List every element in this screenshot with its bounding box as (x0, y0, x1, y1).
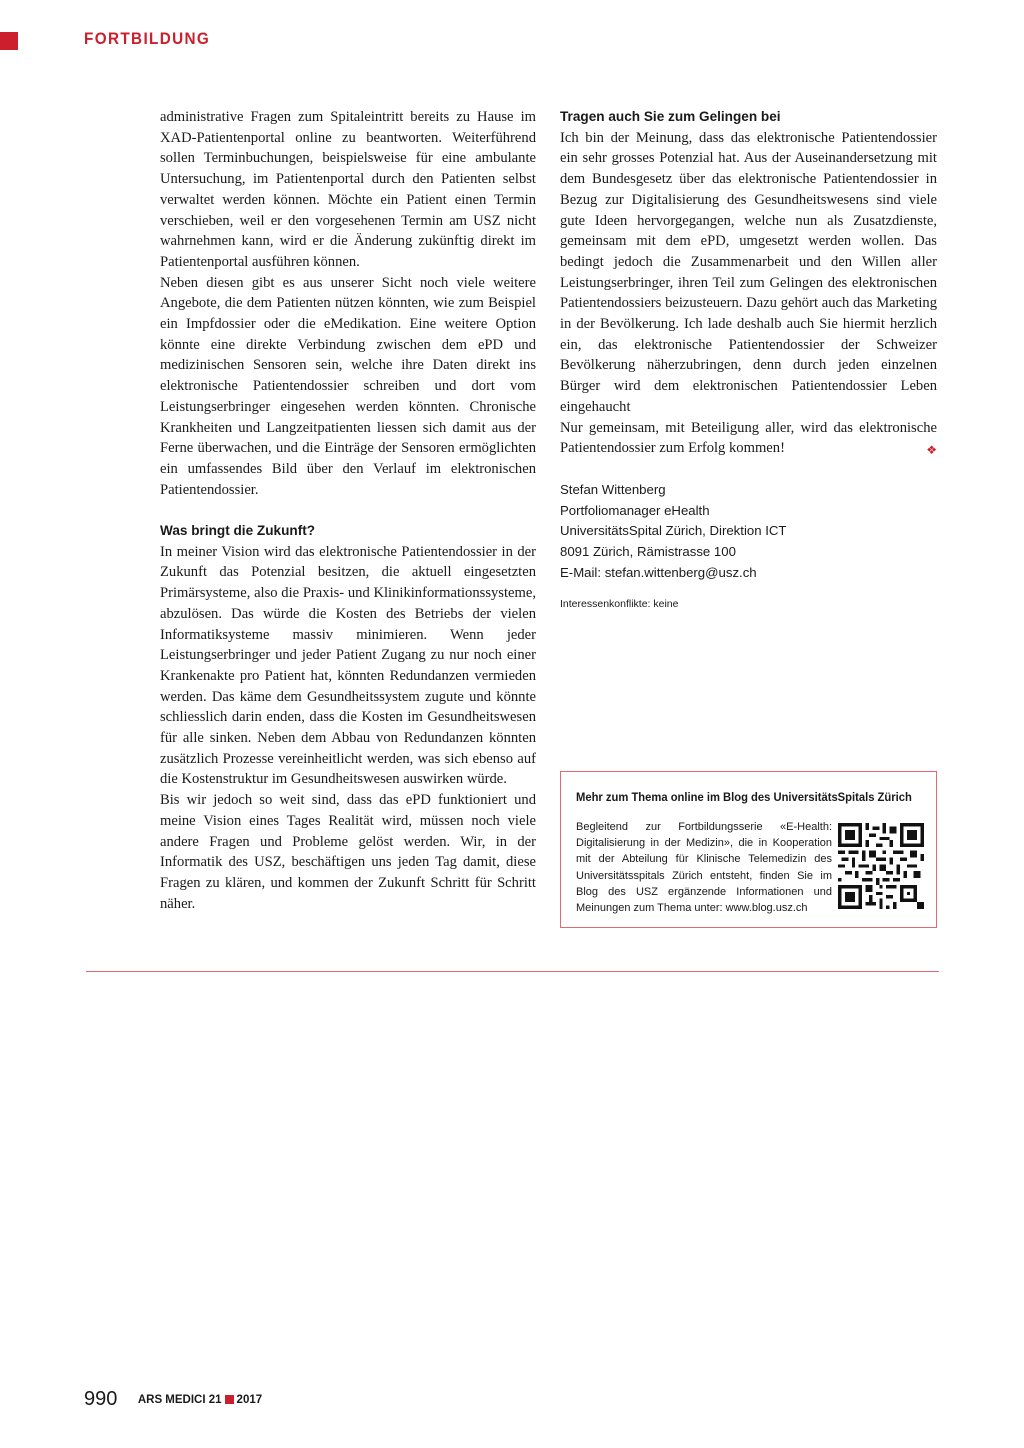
conflict-of-interest: Interessenkonflikte: keine (560, 598, 679, 611)
bottom-divider (86, 971, 939, 972)
page-number: 990 (84, 1388, 118, 1410)
end-of-article-icon: ❖ (926, 443, 937, 458)
paragraph: administrative Fragen zum Spitaleintritt bereits zu Hause im XAD-Patientenportal online zu beantworten. Weiterführend sollen Terminbuchungen, beispielsweise für eine ambulante Untersuchung, im Patientenportal durch den Patienten selbst verwaltet werden können. Möchte ein Patient einen Termin verschieben, weil er den vorgesehenen Termin am USZ nicht wahrnehmen kann, wird er die Änderung zukünftig direkt im Patientenportal ausführen können. (160, 109, 536, 270)
infobox-body: Begleitend zur Fortbildungsserie «E-Health: Digitalisierung in der Medizin», die in Kooperation mit der Abteilung für Klinische Telemedizin des Universitätsspitals Zürich entsteht, finden Sie im Blog des USZ ergänzende Informationen und Meinungen zum Thema unter: www.blog.usz.ch (576, 821, 832, 915)
page-footer (84, 1388, 262, 1411)
journal-name: ARS MEDICI 21 (137, 1393, 222, 1406)
qr-code-icon[interactable] (838, 823, 924, 909)
author-email[interactable]: E-Mail: stefan.wittenberg@usz.ch (560, 564, 757, 580)
paragraph: Bis wir jedoch so weit sind, dass das ePD funktioniert und meine Vision eines Tages Realität wird, müssen noch viele andere Fragen und Probleme gelöst werden. Wir, in der Informatik des USZ, beschäftigen uns jeden Tag damit, diese Fragen zu klären, und kommen der Zukunft Schritt für Schritt näher. (160, 792, 536, 912)
author-block (560, 480, 937, 584)
square-icon (225, 1395, 234, 1404)
author-address: 8091 Zürich, Rämistrasse 100 (560, 544, 736, 560)
journal-year: 2017 (236, 1393, 263, 1406)
blog-infobox (560, 771, 937, 928)
infobox-title: Mehr zum Thema online im Blog des UniversitätsSpitals Zürich (576, 790, 912, 804)
paragraph: Neben diesen gibt es aus unserer Sicht noch viele weitere Angebote, die dem Patienten nützen könnten, wie zum Beispiel ein Impfdossier oder die eMedikation. Eine weitere Option könnte eine direkte Verbindung zwischen dem ePD und medizinischen Sensoren sein, welche ihre Daten direkt ins elektronische Patientendossier schreiben und dort vom Leistungserbringer eingesehen werden könnten. Chronische Krankheiten und Langzeitpatienten liessen sich damit aus der Ferne überwachen, und die Einträge der Sensoren ermöglichten ein umfassendes Bild über den Verlauf im elektronischen Patientendossier. (160, 274, 536, 498)
journal-info (138, 1394, 262, 1406)
paragraph: Ich bin der Meinung, dass das elektronische Patientendossier ein sehr grosses Potenzial hat. Aus der Auseinandersetzung mit dem Bundesgesetz über das elektronische Patientendossier in Bezug zur Digitalisierung des Gesundheitswesens sind viele gute Ideen hervorgegangen, welche nun als Zusatzdienste, gemeinsam mit dem ePD, umgesetzt werden wollen. Das bedingt jedoch die Zusammenarbeit und den Willen aller Leistungserbringer, ihren Teil zum Gelingen des elektronischen Patientendossiers beizusteuern. Dazu gehört auch das Marketing in der Bevölkerung. Ich lade deshalb auch Sie hiermit herzlich ein, das elektronische Patientendossier der Schweizer Bevölkerung näherzubringen, denn durch jeden einzelnen Bürger wird dem elektronischen Patientendossier Leben eingehaucht (560, 129, 937, 415)
author-role: Portfoliomanager eHealth (560, 502, 710, 518)
author-org: UniversitätsSpital Zürich, Direktion ICT (560, 523, 787, 539)
author-name: Stefan Wittenberg (560, 481, 666, 497)
paragraph (560, 418, 937, 459)
section-heading: Was bringt die Zukunft? (160, 523, 316, 539)
section-heading: Tragen auch Sie zum Gelingen bei (560, 109, 781, 124)
section-marker (0, 32, 18, 50)
right-column (560, 107, 937, 611)
section-title: FORTBILDUNG (84, 29, 211, 48)
left-column (160, 107, 536, 914)
paragraph: In meiner Vision wird das elektronische Patientendossier in der Zukunft das Potenzial besitzen, die aktuell eingesetzten Primärsysteme, also die Praxis- und Klinikinformationssysteme, abzulösen. Das würde die Kosten des Betriebs der vielen Informatiksysteme massiv minimieren. Wenn jeder Leistungserbringer und jeder Patient Zugang zu nur noch einer Krankenakte pro Patient hat, könnten Redundanzen vermieden werden. Das käme dem Gesundheitssystem zugute und könnte schliesslich darin enden, dass die Kosten im Gesundheitswesen für alle sinken. Neben dem Abbau von Redundanzen könnten zusätzlich Prozesse vereinheitlicht werden, was sich ebenso auf die Kostenstruktur im Gesundheitswesen auswirken würde. (160, 543, 536, 788)
paragraph-text: Nur gemeinsam, mit Beteiligung aller, wird das elektronische Patientendossier zum Erfolg kommen! (560, 419, 937, 457)
